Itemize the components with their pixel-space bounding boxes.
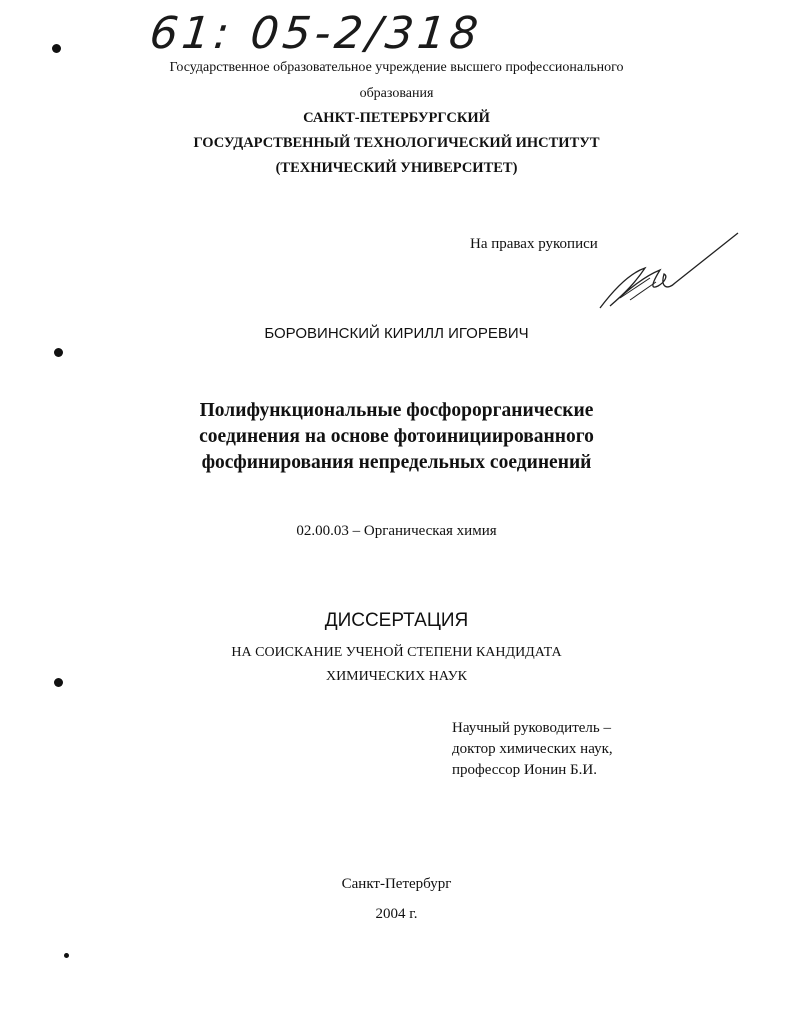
degree-line-2: ХИМИЧЕСКИХ НАУК xyxy=(325,669,468,684)
title-line-2: соединения на основе фотоинициированного xyxy=(199,426,594,447)
signature-icon xyxy=(590,228,740,318)
scan-speck xyxy=(64,953,69,958)
dissertation-title xyxy=(0,398,793,476)
institution-name: ГОСУДАРСТВЕННЫЙ ТЕХНОЛОГИЧЕСКИЙ ИНСТИТУТ xyxy=(193,135,600,151)
manuscript-rights: На правах рукописи xyxy=(470,236,598,252)
title-line-3: фосфинирования непредельных соединений xyxy=(201,452,592,473)
handwritten-archive-number: 61: 05-2/318 xyxy=(147,8,485,59)
institution-type: Государственное образовательное учреждение высшего профессионального xyxy=(169,60,624,75)
supervisor-name: профессор Ионин Б.И. xyxy=(452,762,597,778)
institution-name-sub: (ТЕХНИЧЕСКИЙ УНИВЕРСИТЕТ) xyxy=(275,160,518,176)
author-name: БОРОВИНСКИЙ КИРИЛЛ ИГОРЕВИЧ xyxy=(264,325,529,342)
city: Санкт-Петербург xyxy=(341,876,452,892)
year: 2004 г. xyxy=(375,906,418,922)
binding-hole-mark xyxy=(52,44,61,53)
institution-city: САНКТ-ПЕТЕРБУРГСКИЙ xyxy=(303,110,490,126)
binding-hole-mark xyxy=(54,678,63,687)
institution-type-cont: образования xyxy=(359,86,434,101)
title-line-1: Полифункциональные фосфорорганические xyxy=(199,400,594,421)
supervisor-role: Научный руководитель – xyxy=(452,720,611,736)
specialty-code: 02.00.03 – Органическая химия xyxy=(296,523,497,539)
supervisor-degree: доктор химических наук, xyxy=(452,741,613,757)
binding-hole-mark xyxy=(54,348,63,357)
degree-line-1: НА СОИСКАНИЕ УЧЕНОЙ СТЕПЕНИ КАНДИДАТА xyxy=(231,645,562,660)
document-type-heading: ДИССЕРТАЦИЯ xyxy=(324,610,469,631)
supervisor-block xyxy=(452,718,613,781)
